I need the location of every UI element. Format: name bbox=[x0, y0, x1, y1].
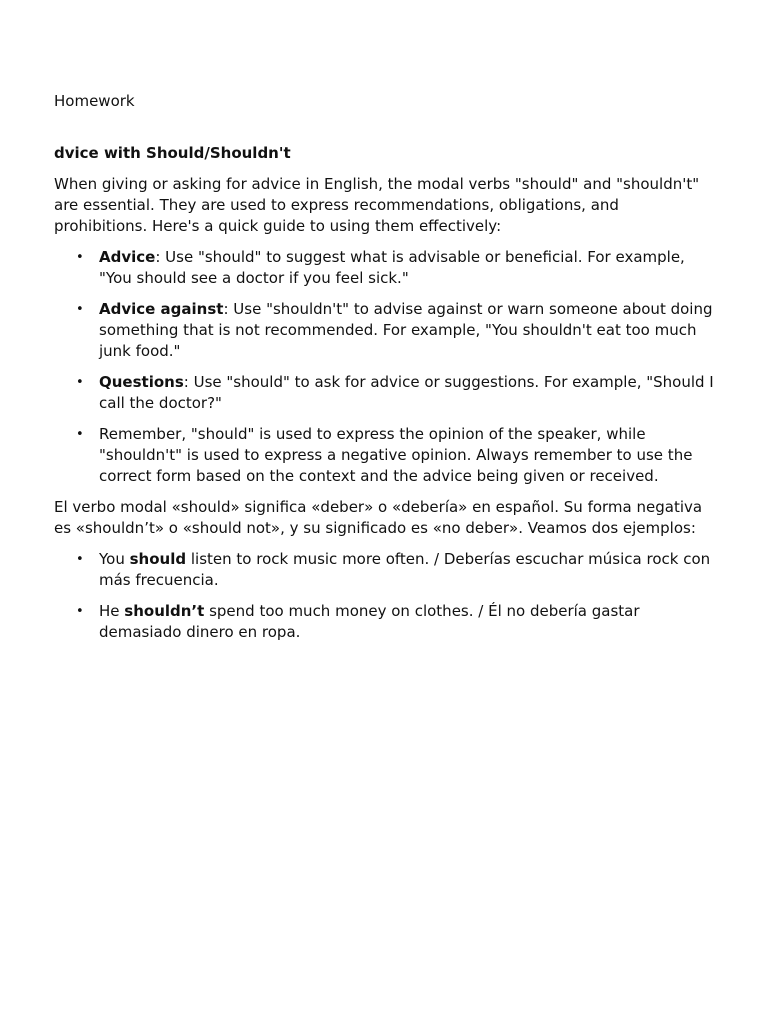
header-label: Homework bbox=[54, 92, 135, 110]
example-after: listen to rock music more often. / Deberías escuchar música rock con más frecuencia. bbox=[99, 550, 711, 589]
example-modal: shouldn’t bbox=[124, 602, 205, 620]
example-item bbox=[99, 549, 714, 591]
guide-item-advice bbox=[99, 247, 714, 289]
guide-item-remember bbox=[99, 424, 714, 487]
example-after: spend too much money on clothes. / Él no debería gastar demasiado dinero en ropa. bbox=[99, 602, 640, 641]
guide-text: Remember, "should" is used to express the opinion of the speaker, while "shouldn't" is used to express a negative opinion. Always remember to use the correct form based on the context and the advice being given or received. bbox=[99, 425, 693, 485]
guide-text: : Use "shouldn't" to advise against or warn someone about doing something that is not recommended. For example, "You shouldn't eat too much junk food." bbox=[99, 300, 713, 360]
example-before: He bbox=[99, 602, 125, 620]
examples-list bbox=[54, 549, 714, 643]
guide-list bbox=[54, 247, 714, 487]
example-before: You bbox=[99, 550, 130, 568]
guide-term: Questions bbox=[99, 373, 184, 391]
guide-item-questions bbox=[99, 372, 714, 414]
guide-text: : Use "should" to ask for advice or suggestions. For example, "Should I call the doctor?" bbox=[99, 373, 714, 412]
guide-term: Advice bbox=[99, 248, 156, 266]
document-title: dvice with Should/Shouldn't bbox=[54, 144, 291, 162]
spanish-intro-paragraph: El verbo modal «should» significa «deber» o «debería» en español. Su forma negativa es «shouldn’t» o «should not», y su significado es «no deber». Veamos dos ejemplos: bbox=[54, 498, 703, 537]
intro-paragraph: When giving or asking for advice in English, the modal verbs "should" and "shouldn't" are essential. They are used to express recommendations, obligations, and prohibitions. Here's a quick guide to using them effectively: bbox=[54, 175, 700, 235]
document-body bbox=[54, 91, 714, 653]
guide-term: Advice against bbox=[99, 300, 224, 318]
example-modal: should bbox=[129, 550, 187, 568]
guide-item-advice-against bbox=[99, 299, 714, 362]
guide-text: : Use "should" to suggest what is advisable or beneficial. For example, "You should see a doctor if you feel sick." bbox=[99, 248, 685, 287]
example-item bbox=[99, 601, 714, 643]
